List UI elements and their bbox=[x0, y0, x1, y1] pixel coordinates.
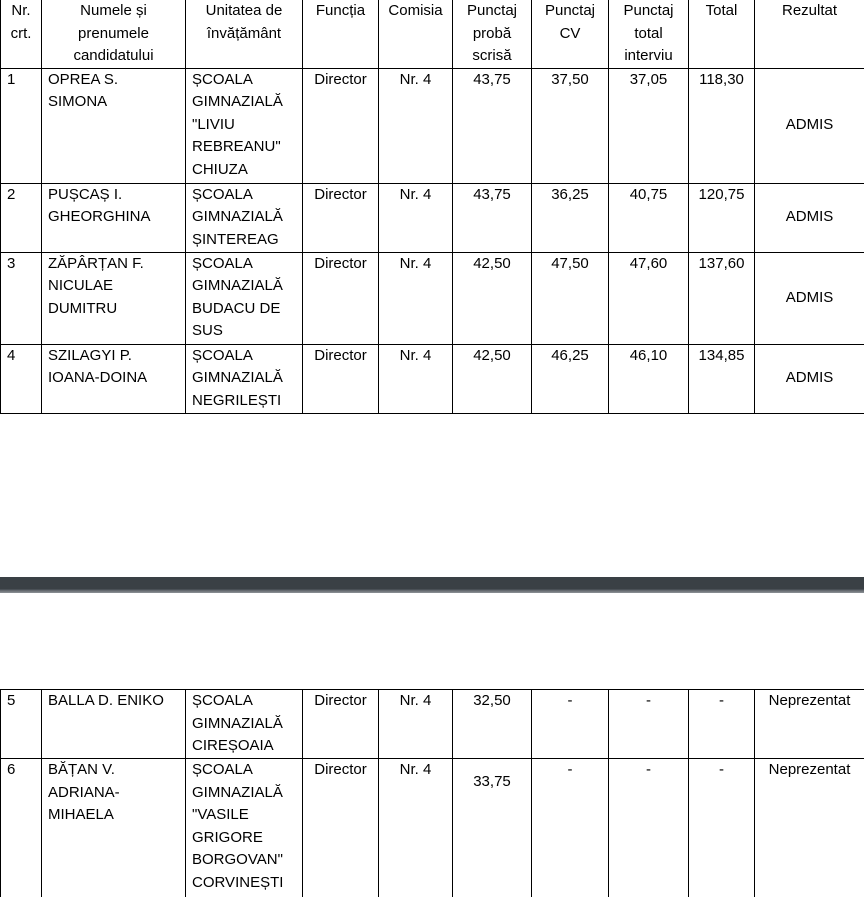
cell-cv: 37,50 bbox=[532, 68, 609, 183]
header-cv: Punctaj CV bbox=[532, 0, 609, 68]
cell-proba: 43,75 bbox=[453, 68, 532, 183]
header-unitate: Unitatea de învățământ bbox=[186, 0, 303, 68]
header-total: Total bbox=[689, 0, 755, 68]
cell-nume: SZILAGYI P. IOANA-DOINA bbox=[42, 344, 186, 413]
table-row bbox=[1, 344, 864, 413]
cell-interviu: 46,10 bbox=[609, 344, 689, 413]
cell-unitate: ȘCOALA GIMNAZIALĂ ȘINTEREAG bbox=[186, 183, 303, 252]
cell-comisia: Nr. 4 bbox=[379, 68, 453, 183]
header-comisia: Comisia bbox=[379, 0, 453, 68]
header-nr: Nr. crt. bbox=[1, 0, 42, 68]
table-row bbox=[1, 690, 864, 759]
cell-unitate: ȘCOALA GIMNAZIALĂ CIREȘOAIA bbox=[186, 690, 303, 759]
cell-nume: ZĂPÂRȚAN F. NICULAE DUMITRU bbox=[42, 252, 186, 344]
cell-rezultat: Neprezentat bbox=[755, 690, 864, 759]
cell-interviu: 37,05 bbox=[609, 68, 689, 183]
cell-rezultat: ADMIS bbox=[755, 183, 864, 252]
header-rezultat: Rezultat bbox=[755, 0, 864, 68]
cell-proba: 32,50 bbox=[453, 690, 532, 759]
cell-unitate: ȘCOALA GIMNAZIALĂ "LIVIU REBREANU" CHIUZA bbox=[186, 68, 303, 183]
cell-total: - bbox=[689, 690, 755, 759]
cell-cv: 46,25 bbox=[532, 344, 609, 413]
cell-proba: 42,50 bbox=[453, 344, 532, 413]
cell-comisia: Nr. 4 bbox=[379, 690, 453, 759]
cell-nr: 2 bbox=[1, 183, 42, 252]
cell-total: 120,75 bbox=[689, 183, 755, 252]
cell-nr: 5 bbox=[1, 690, 42, 759]
table-row bbox=[1, 252, 864, 344]
cell-functia: Director bbox=[303, 252, 379, 344]
cell-functia: Director bbox=[303, 183, 379, 252]
cell-comisia: Nr. 4 bbox=[379, 183, 453, 252]
table-row bbox=[1, 68, 864, 183]
cell-total: 118,30 bbox=[689, 68, 755, 183]
cell-functia: Director bbox=[303, 344, 379, 413]
page-separator bbox=[0, 577, 864, 593]
cell-interviu: 47,60 bbox=[609, 252, 689, 344]
cell-nr: 3 bbox=[1, 252, 42, 344]
cell-interviu: - bbox=[609, 759, 689, 897]
results-table-page-1 bbox=[0, 0, 864, 414]
cell-total: 137,60 bbox=[689, 252, 755, 344]
cell-proba: 33,75 bbox=[453, 759, 532, 897]
cell-rezultat: ADMIS bbox=[755, 344, 864, 413]
header-functia: Funcția bbox=[303, 0, 379, 68]
cell-rezultat: ADMIS bbox=[755, 68, 864, 183]
cell-nume: OPREA S. SIMONA bbox=[42, 68, 186, 183]
results-table-page-2 bbox=[0, 689, 864, 897]
cell-comisia: Nr. 4 bbox=[379, 759, 453, 897]
cell-functia: Director bbox=[303, 690, 379, 759]
header-nume: Numele și prenumele candidatului bbox=[42, 0, 186, 68]
cell-cv: - bbox=[532, 759, 609, 897]
header-proba: Punctaj probă scrisă bbox=[453, 0, 532, 68]
table-header-row bbox=[1, 0, 864, 68]
cell-comisia: Nr. 4 bbox=[379, 252, 453, 344]
cell-rezultat: Neprezentat bbox=[755, 759, 864, 897]
cell-cv: 47,50 bbox=[532, 252, 609, 344]
cell-nr: 6 bbox=[1, 759, 42, 897]
cell-rezultat: ADMIS bbox=[755, 252, 864, 344]
cell-unitate: ȘCOALA GIMNAZIALĂ NEGRILEȘTI bbox=[186, 344, 303, 413]
cell-total: - bbox=[689, 759, 755, 897]
cell-unitate: ȘCOALA GIMNAZIALĂ "VASILE GRIGORE BORGOVAN" CORVINEȘTI bbox=[186, 759, 303, 897]
cell-nume: BALLA D. ENIKO bbox=[42, 690, 186, 759]
header-interviu: Punctaj total interviu bbox=[609, 0, 689, 68]
cell-nr: 1 bbox=[1, 68, 42, 183]
cell-comisia: Nr. 4 bbox=[379, 344, 453, 413]
cell-total: 134,85 bbox=[689, 344, 755, 413]
cell-functia: Director bbox=[303, 759, 379, 897]
cell-interviu: - bbox=[609, 690, 689, 759]
cell-cv: 36,25 bbox=[532, 183, 609, 252]
cell-proba: 42,50 bbox=[453, 252, 532, 344]
cell-proba: 43,75 bbox=[453, 183, 532, 252]
table-row bbox=[1, 183, 864, 252]
cell-interviu: 40,75 bbox=[609, 183, 689, 252]
cell-functia: Director bbox=[303, 68, 379, 183]
cell-cv: - bbox=[532, 690, 609, 759]
table-row bbox=[1, 759, 864, 897]
cell-nume: BĂȚAN V. ADRIANA-MIHAELA bbox=[42, 759, 186, 897]
cell-nume: PUȘCAȘ I. GHEORGHINA bbox=[42, 183, 186, 252]
cell-unitate: ȘCOALA GIMNAZIALĂ BUDACU DE SUS bbox=[186, 252, 303, 344]
cell-nr: 4 bbox=[1, 344, 42, 413]
